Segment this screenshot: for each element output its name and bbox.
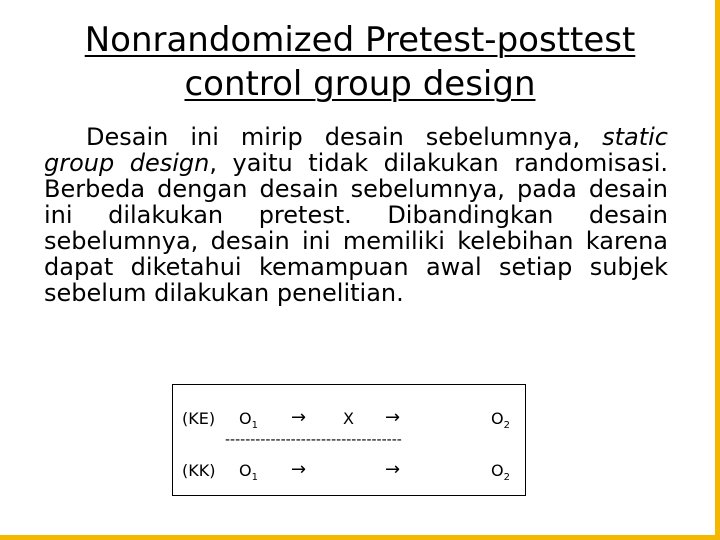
posttest-kk: $O_2$ bbox=[491, 461, 510, 484]
title-line-2: control group design bbox=[184, 64, 536, 104]
group-separator: ----------------------------------- bbox=[225, 432, 402, 448]
treatment-x: X bbox=[343, 409, 354, 428]
design-diagram bbox=[172, 384, 526, 496]
paragraph-part-2: , yaitu tidak dilakukan randomisasi. Berbeda dengan desain sebelumnya, pada desain ini dilakukan pretest. Dibandingkan desain sebelumnya, desain ini memiliki kelebihan karena dapat diketahui kemampuan awal setiap subjek sebelum dilakukan penelitian. bbox=[44, 149, 668, 307]
group-label-ke: (KE) bbox=[182, 409, 216, 428]
arrow-right-icon: → bbox=[291, 407, 307, 428]
slide-title bbox=[0, 18, 720, 106]
arrow-right-icon: → bbox=[385, 459, 401, 480]
pretest-ke: $O_1$ bbox=[239, 409, 258, 432]
paragraph-italic-term: static group design bbox=[44, 123, 668, 177]
arrow-right-icon: → bbox=[291, 459, 307, 480]
arrow-right-icon: → bbox=[385, 407, 401, 428]
accent-border-bottom bbox=[0, 535, 720, 540]
title-line-1: Nonrandomized Pretest-posttest bbox=[84, 20, 636, 60]
pretest-kk: $O_1$ bbox=[239, 461, 258, 484]
group-label-kk: (KK) bbox=[182, 461, 216, 480]
body-paragraph bbox=[44, 124, 668, 306]
paragraph-part-1: Desain ini mirip desain sebelumnya, bbox=[86, 123, 603, 151]
posttest-ke: $O_2$ bbox=[491, 409, 510, 432]
